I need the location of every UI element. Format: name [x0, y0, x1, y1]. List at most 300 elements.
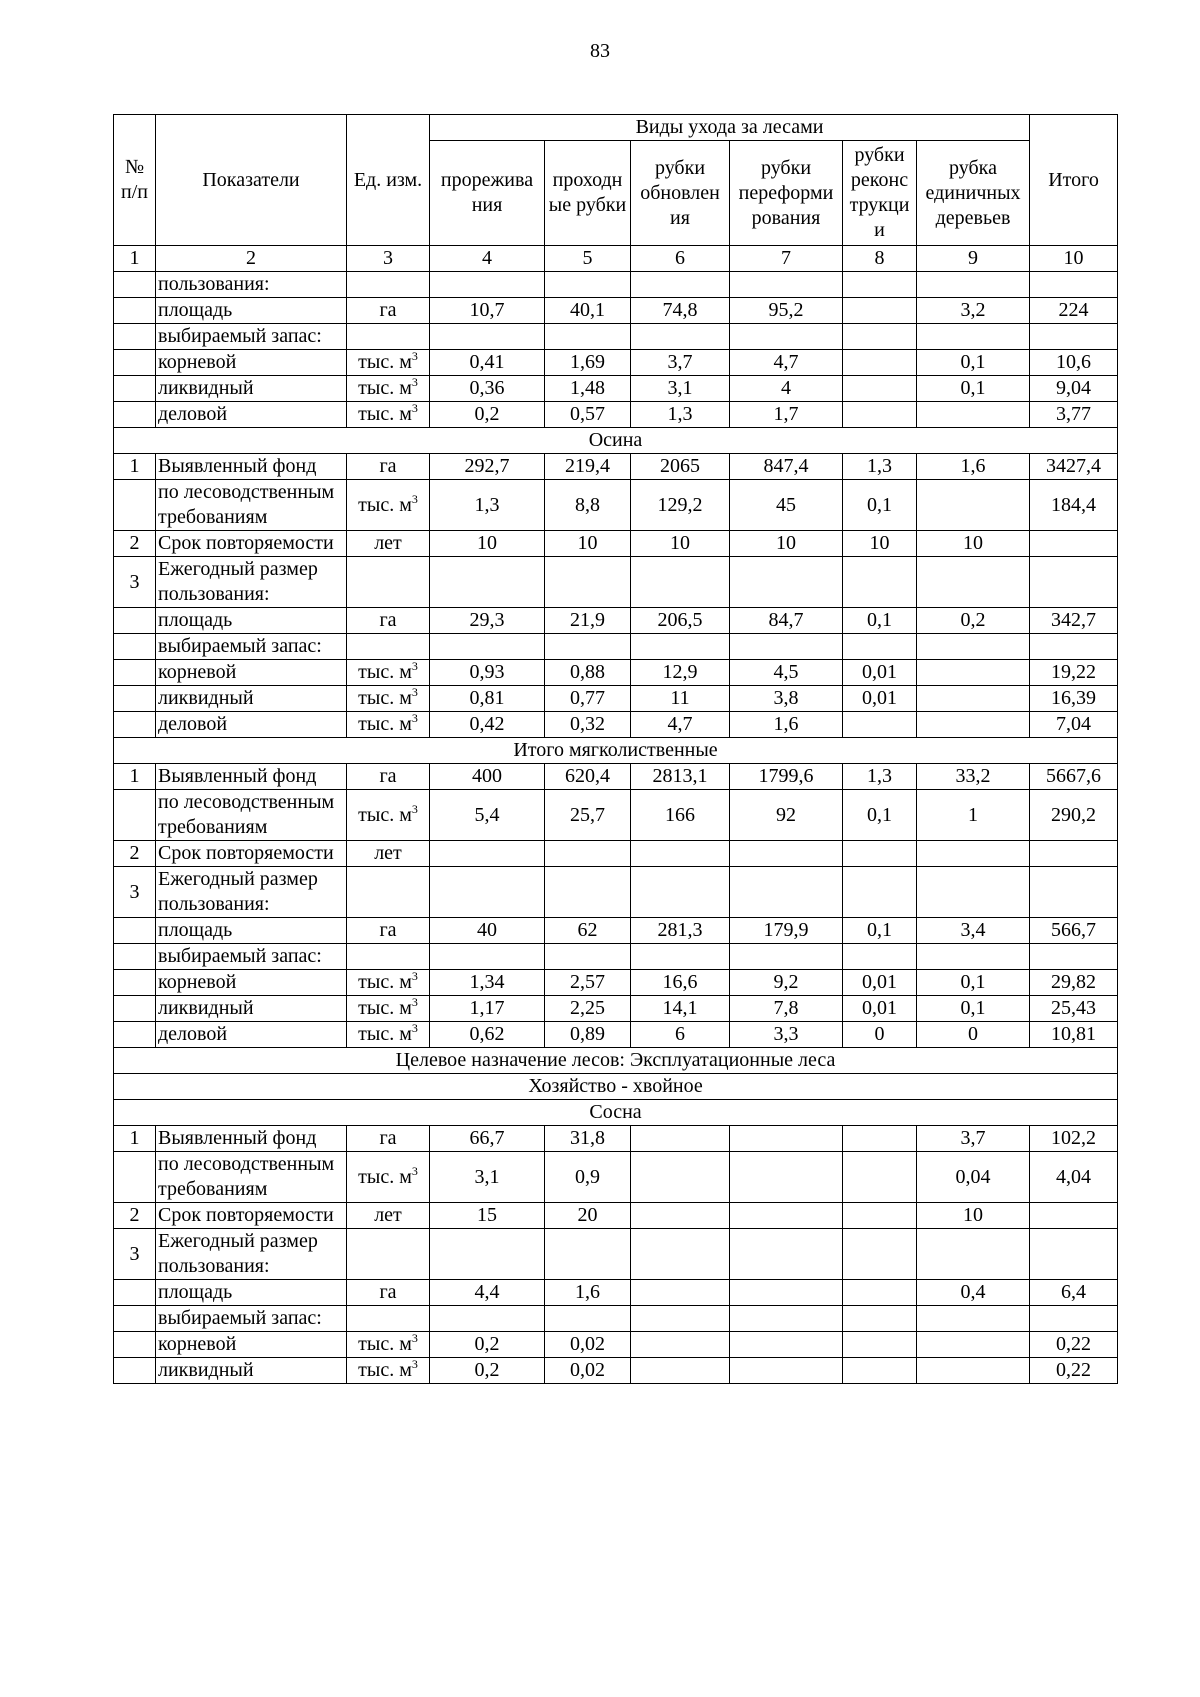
value-cell — [843, 1306, 917, 1332]
row-number — [114, 1332, 156, 1358]
value-cell: 3,8 — [730, 686, 843, 712]
column-number: 9 — [917, 246, 1030, 272]
unit-exponent: 3 — [411, 1163, 418, 1178]
row-number — [114, 634, 156, 660]
value-cell: 16,6 — [631, 970, 730, 996]
value-cell — [730, 1280, 843, 1306]
unit-exponent: 3 — [411, 401, 418, 415]
indicator-cell: пользования: — [156, 272, 347, 298]
value-cell: 0,1 — [917, 970, 1030, 996]
header-type: рубки переформи рования — [730, 141, 843, 246]
value-cell: 40 — [430, 918, 545, 944]
value-cell: 3,1 — [430, 1152, 545, 1203]
row-number — [114, 790, 156, 841]
value-cell: 620,4 — [545, 764, 631, 790]
value-cell — [631, 1203, 730, 1229]
value-cell: 1,3 — [843, 764, 917, 790]
value-cell — [843, 634, 917, 660]
header-total: Итого — [1030, 115, 1118, 246]
table-row — [114, 402, 1118, 428]
unit-cell: лет — [347, 1203, 430, 1229]
total-cell: 342,7 — [1030, 608, 1118, 634]
section-row — [114, 738, 1118, 764]
unit-text: тыс. м — [358, 377, 412, 399]
table-row — [114, 660, 1118, 686]
total-cell: 290,2 — [1030, 790, 1118, 841]
value-cell: 1799,6 — [730, 764, 843, 790]
header-type: проходн ые рубки — [545, 141, 631, 246]
table-row — [114, 1280, 1118, 1306]
indicator-cell: Ежегодный размер пользования: — [156, 867, 347, 918]
value-cell — [430, 841, 545, 867]
value-cell — [545, 841, 631, 867]
section-title: Сосна — [114, 1100, 1118, 1126]
unit-cell — [347, 480, 430, 531]
value-cell: 0,01 — [843, 660, 917, 686]
value-cell — [843, 1203, 917, 1229]
indicator-cell: по лесоводственным требованиям — [156, 1152, 347, 1203]
table-row — [114, 970, 1118, 996]
total-cell: 102,2 — [1030, 1126, 1118, 1152]
value-cell: 5,4 — [430, 790, 545, 841]
value-cell — [730, 1358, 843, 1384]
value-cell: 10 — [430, 531, 545, 557]
value-cell — [631, 1332, 730, 1358]
table-row — [114, 272, 1118, 298]
total-cell: 16,39 — [1030, 686, 1118, 712]
total-cell: 29,82 — [1030, 970, 1118, 996]
value-cell: 0,41 — [430, 350, 545, 376]
indicator-cell: выбираемый запас: — [156, 324, 347, 350]
row-number — [114, 1152, 156, 1203]
value-cell: 1,3 — [843, 454, 917, 480]
unit-cell — [347, 970, 430, 996]
total-cell: 25,43 — [1030, 996, 1118, 1022]
table-row — [114, 996, 1118, 1022]
table-row — [114, 1306, 1118, 1332]
table-row — [114, 1126, 1118, 1152]
column-number: 8 — [843, 246, 917, 272]
indicator-cell: Выявленный фонд — [156, 454, 347, 480]
value-cell — [843, 944, 917, 970]
indicator-cell: площадь — [156, 1280, 347, 1306]
column-number: 6 — [631, 246, 730, 272]
indicator-cell: по лесоводственным требованиям — [156, 790, 347, 841]
value-cell — [917, 1229, 1030, 1280]
indicator-cell: Выявленный фонд — [156, 1126, 347, 1152]
total-cell — [1030, 634, 1118, 660]
unit-cell: га — [347, 918, 430, 944]
value-cell: 62 — [545, 918, 631, 944]
value-cell — [730, 557, 843, 608]
table-row — [114, 918, 1118, 944]
total-cell: 10,81 — [1030, 1022, 1118, 1048]
column-number: 5 — [545, 246, 631, 272]
row-number: 1 — [114, 764, 156, 790]
unit-text: тыс. м — [358, 803, 412, 826]
unit-exponent: 3 — [411, 375, 418, 389]
section-row — [114, 1100, 1118, 1126]
value-cell: 0,88 — [545, 660, 631, 686]
section-row — [114, 1074, 1118, 1100]
indicator-cell: Срок повторяемости — [156, 1203, 347, 1229]
value-cell — [631, 1126, 730, 1152]
value-cell: 3,1 — [631, 376, 730, 402]
table-row — [114, 1203, 1118, 1229]
unit-cell: га — [347, 1280, 430, 1306]
unit-text: тыс. м — [358, 713, 412, 735]
value-cell: 0,02 — [545, 1358, 631, 1384]
value-cell: 1,17 — [430, 996, 545, 1022]
table-row — [114, 1022, 1118, 1048]
unit-exponent: 3 — [411, 969, 418, 983]
row-number — [114, 298, 156, 324]
row-number — [114, 1306, 156, 1332]
value-cell: 11 — [631, 686, 730, 712]
value-cell: 0,89 — [545, 1022, 631, 1048]
table-row — [114, 531, 1118, 557]
row-number: 1 — [114, 454, 156, 480]
table-row — [114, 454, 1118, 480]
section-row — [114, 1048, 1118, 1074]
value-cell: 1,6 — [917, 454, 1030, 480]
row-number: 3 — [114, 557, 156, 608]
unit-exponent: 3 — [411, 711, 418, 725]
value-cell: 2813,1 — [631, 764, 730, 790]
value-cell: 0 — [917, 1022, 1030, 1048]
value-cell: 95,2 — [730, 298, 843, 324]
forest-care-table — [113, 114, 1118, 1384]
table-row — [114, 298, 1118, 324]
value-cell: 1,34 — [430, 970, 545, 996]
unit-cell: лет — [347, 531, 430, 557]
value-cell: 3,7 — [917, 1126, 1030, 1152]
unit-exponent: 3 — [411, 995, 418, 1009]
value-cell: 1 — [917, 790, 1030, 841]
total-cell: 10,6 — [1030, 350, 1118, 376]
value-cell: 10 — [631, 531, 730, 557]
total-cell — [1030, 1203, 1118, 1229]
table-row — [114, 324, 1118, 350]
row-number — [114, 712, 156, 738]
indicator-cell: выбираемый запас: — [156, 944, 347, 970]
row-number: 2 — [114, 531, 156, 557]
total-cell — [1030, 944, 1118, 970]
value-cell: 21,9 — [545, 608, 631, 634]
row-number — [114, 1022, 156, 1048]
value-cell: 1,3 — [430, 480, 545, 531]
value-cell — [631, 634, 730, 660]
header-unit: Ед. изм. — [347, 115, 430, 246]
value-cell — [631, 1152, 730, 1203]
total-cell — [1030, 1229, 1118, 1280]
table-row — [114, 1332, 1118, 1358]
total-cell: 0,22 — [1030, 1332, 1118, 1358]
value-cell — [843, 376, 917, 402]
indicator-cell: деловой — [156, 712, 347, 738]
value-cell: 0,01 — [843, 970, 917, 996]
indicator-cell: деловой — [156, 402, 347, 428]
header-type: рубки обновлен ия — [631, 141, 730, 246]
row-number — [114, 480, 156, 531]
table-row — [114, 764, 1118, 790]
value-cell: 0,1 — [843, 608, 917, 634]
value-cell — [545, 944, 631, 970]
value-cell: 0,36 — [430, 376, 545, 402]
value-cell: 29,3 — [430, 608, 545, 634]
value-cell — [843, 1358, 917, 1384]
unit-text: тыс. м — [358, 1359, 412, 1381]
value-cell — [917, 660, 1030, 686]
total-cell — [1030, 272, 1118, 298]
value-cell — [730, 1306, 843, 1332]
indicator-cell: выбираемый запас: — [156, 634, 347, 660]
row-number — [114, 608, 156, 634]
total-cell — [1030, 867, 1118, 918]
row-number: 3 — [114, 1229, 156, 1280]
value-cell: 0,42 — [430, 712, 545, 738]
value-cell — [917, 557, 1030, 608]
value-cell — [917, 272, 1030, 298]
value-cell: 0,9 — [545, 1152, 631, 1203]
header-type: прорежива ния — [430, 141, 545, 246]
indicator-cell: ликвидный — [156, 996, 347, 1022]
section-title: Осина — [114, 428, 1118, 454]
unit-cell — [347, 1332, 430, 1358]
total-cell: 5667,6 — [1030, 764, 1118, 790]
value-cell: 2,25 — [545, 996, 631, 1022]
unit-text: тыс. м — [358, 493, 412, 516]
unit-text: тыс. м — [358, 661, 412, 683]
value-cell: 4,4 — [430, 1280, 545, 1306]
value-cell — [917, 402, 1030, 428]
value-cell — [843, 1152, 917, 1203]
value-cell: 0,2 — [917, 608, 1030, 634]
value-cell — [843, 402, 917, 428]
value-cell: 0,1 — [917, 350, 1030, 376]
value-cell: 1,69 — [545, 350, 631, 376]
unit-exponent: 3 — [411, 801, 418, 816]
header-type: рубки реконс трукци и — [843, 141, 917, 246]
value-cell — [843, 1332, 917, 1358]
value-cell: 0,1 — [917, 996, 1030, 1022]
table-row — [114, 1152, 1118, 1203]
value-cell — [430, 1229, 545, 1280]
unit-text: тыс. м — [358, 1333, 412, 1355]
unit-text: тыс. м — [358, 351, 412, 373]
column-number: 7 — [730, 246, 843, 272]
value-cell: 0,1 — [843, 790, 917, 841]
value-cell: 12,9 — [631, 660, 730, 686]
row-number — [114, 1358, 156, 1384]
value-cell: 15 — [430, 1203, 545, 1229]
table-row — [114, 608, 1118, 634]
value-cell — [730, 1126, 843, 1152]
value-cell: 0,77 — [545, 686, 631, 712]
total-cell — [1030, 324, 1118, 350]
unit-cell — [347, 686, 430, 712]
header-group: Виды ухода за лесами — [430, 115, 1030, 141]
unit-exponent: 3 — [411, 349, 418, 363]
value-cell — [545, 1306, 631, 1332]
value-cell — [631, 324, 730, 350]
value-cell — [917, 944, 1030, 970]
value-cell: 3,4 — [917, 918, 1030, 944]
indicator-cell: корневой — [156, 660, 347, 686]
indicator-cell: ликвидный — [156, 376, 347, 402]
indicator-cell: выбираемый запас: — [156, 1306, 347, 1332]
column-number: 4 — [430, 246, 545, 272]
total-cell — [1030, 1306, 1118, 1332]
value-cell: 92 — [730, 790, 843, 841]
total-cell: 184,4 — [1030, 480, 1118, 531]
unit-text: тыс. м — [358, 403, 412, 425]
row-number — [114, 350, 156, 376]
value-cell — [430, 1306, 545, 1332]
unit-cell — [347, 1152, 430, 1203]
value-cell — [730, 1203, 843, 1229]
value-cell — [545, 272, 631, 298]
value-cell: 10,7 — [430, 298, 545, 324]
value-cell — [730, 841, 843, 867]
value-cell — [917, 1332, 1030, 1358]
value-cell: 45 — [730, 480, 843, 531]
value-cell — [730, 324, 843, 350]
value-cell: 40,1 — [545, 298, 631, 324]
value-cell — [730, 1229, 843, 1280]
value-cell: 1,6 — [730, 712, 843, 738]
value-cell — [545, 557, 631, 608]
value-cell — [843, 1126, 917, 1152]
total-cell: 3,77 — [1030, 402, 1118, 428]
value-cell: 14,1 — [631, 996, 730, 1022]
row-number — [114, 324, 156, 350]
table-body — [114, 272, 1118, 1384]
value-cell — [631, 1306, 730, 1332]
value-cell: 281,3 — [631, 918, 730, 944]
total-cell: 4,04 — [1030, 1152, 1118, 1203]
value-cell — [843, 1280, 917, 1306]
value-cell: 0,32 — [545, 712, 631, 738]
unit-cell — [347, 350, 430, 376]
indicator-cell: площадь — [156, 608, 347, 634]
total-cell: 7,04 — [1030, 712, 1118, 738]
unit-cell — [347, 944, 430, 970]
unit-exponent: 3 — [411, 1021, 418, 1035]
unit-exponent: 3 — [411, 491, 418, 506]
row-number — [114, 944, 156, 970]
unit-text: тыс. м — [358, 687, 412, 709]
value-cell — [730, 634, 843, 660]
column-numbers-row — [114, 246, 1118, 272]
unit-exponent: 3 — [411, 685, 418, 699]
unit-cell — [347, 634, 430, 660]
unit-exponent: 3 — [411, 1331, 418, 1345]
unit-text: тыс. м — [358, 997, 412, 1019]
table-row — [114, 867, 1118, 918]
value-cell: 31,8 — [545, 1126, 631, 1152]
row-number — [114, 402, 156, 428]
value-cell: 206,5 — [631, 608, 730, 634]
section-row — [114, 428, 1118, 454]
value-cell — [631, 841, 730, 867]
unit-cell — [347, 402, 430, 428]
indicator-cell: корневой — [156, 350, 347, 376]
column-number: 10 — [1030, 246, 1118, 272]
value-cell — [843, 867, 917, 918]
unit-cell — [347, 712, 430, 738]
value-cell — [730, 1152, 843, 1203]
value-cell: 0,57 — [545, 402, 631, 428]
unit-cell — [347, 1358, 430, 1384]
value-cell — [631, 1280, 730, 1306]
indicator-cell: Срок повторяемости — [156, 841, 347, 867]
total-cell: 0,22 — [1030, 1358, 1118, 1384]
value-cell: 9,2 — [730, 970, 843, 996]
column-number: 1 — [114, 246, 156, 272]
unit-cell: га — [347, 764, 430, 790]
value-cell: 179,9 — [730, 918, 843, 944]
value-cell: 0,81 — [430, 686, 545, 712]
value-cell: 10 — [545, 531, 631, 557]
unit-cell — [347, 660, 430, 686]
total-cell — [1030, 841, 1118, 867]
value-cell — [917, 867, 1030, 918]
total-cell: 6,4 — [1030, 1280, 1118, 1306]
value-cell: 4,7 — [631, 712, 730, 738]
value-cell: 66,7 — [430, 1126, 545, 1152]
table-header — [114, 115, 1118, 272]
unit-cell — [347, 272, 430, 298]
row-number — [114, 1280, 156, 1306]
value-cell — [430, 557, 545, 608]
value-cell: 10 — [917, 531, 1030, 557]
total-cell: 3427,4 — [1030, 454, 1118, 480]
total-cell — [1030, 531, 1118, 557]
value-cell — [917, 1306, 1030, 1332]
value-cell: 0,4 — [917, 1280, 1030, 1306]
unit-cell: лет — [347, 841, 430, 867]
indicator-cell: Ежегодный размер пользования: — [156, 557, 347, 608]
value-cell: 292,7 — [430, 454, 545, 480]
indicator-cell: ликвидный — [156, 686, 347, 712]
value-cell: 0,93 — [430, 660, 545, 686]
value-cell — [631, 1358, 730, 1384]
column-number: 2 — [156, 246, 347, 272]
value-cell: 1,6 — [545, 1280, 631, 1306]
unit-cell — [347, 1306, 430, 1332]
value-cell — [917, 841, 1030, 867]
unit-cell — [347, 996, 430, 1022]
row-number — [114, 996, 156, 1022]
value-cell: 0,02 — [545, 1332, 631, 1358]
table-row — [114, 376, 1118, 402]
value-cell: 4,5 — [730, 660, 843, 686]
unit-cell: га — [347, 454, 430, 480]
value-cell: 166 — [631, 790, 730, 841]
value-cell: 0,2 — [430, 402, 545, 428]
indicator-cell: корневой — [156, 970, 347, 996]
row-number — [114, 918, 156, 944]
value-cell — [843, 350, 917, 376]
value-cell — [730, 272, 843, 298]
value-cell: 74,8 — [631, 298, 730, 324]
value-cell — [430, 634, 545, 660]
table-row — [114, 944, 1118, 970]
value-cell: 0,1 — [917, 376, 1030, 402]
unit-exponent: 3 — [411, 659, 418, 673]
value-cell: 10 — [730, 531, 843, 557]
